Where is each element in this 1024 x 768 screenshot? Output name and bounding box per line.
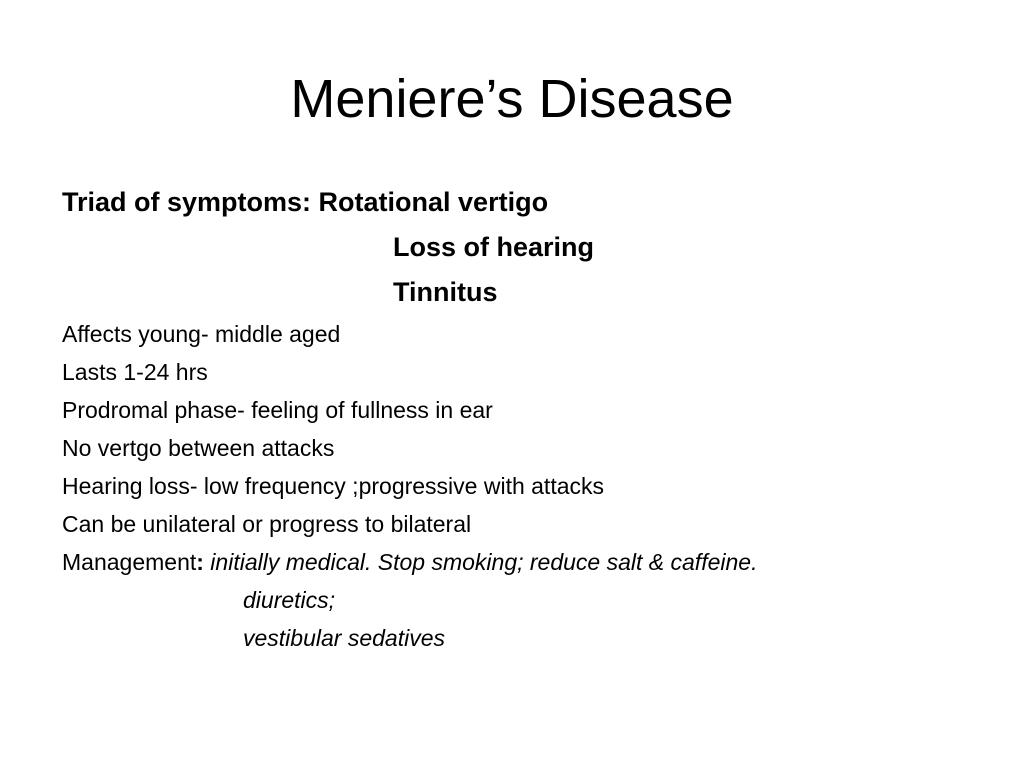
triad-symptom-vertigo: Rotational vertigo xyxy=(318,187,549,217)
triad-symptom-tinnitus: Tinnitus xyxy=(393,277,498,307)
management-label: Management xyxy=(62,549,197,575)
management-diuretics: diuretics; xyxy=(243,587,336,613)
point-hearing-loss: Hearing loss- low frequency ;progressive with attacks xyxy=(62,473,605,499)
management-colon: : xyxy=(196,549,204,575)
triad-line-1 xyxy=(62,180,982,225)
management-initial: initially medical. Stop smoking; reduce salt & caffeine. xyxy=(203,549,758,575)
point-prodromal: Prodromal phase- feeling of fullness in ear xyxy=(62,397,493,423)
point-laterality: Can be unilateral or progress to bilateral xyxy=(62,511,472,537)
slide-content xyxy=(62,180,982,657)
triad-label: Triad of symptoms: xyxy=(62,187,319,217)
management-line-1 xyxy=(62,543,982,581)
triad-symptom-hearing-loss: Loss of hearing xyxy=(393,232,595,262)
point-duration: Lasts 1-24 hrs xyxy=(62,359,208,385)
point-between-attacks: No vertgo between attacks xyxy=(62,435,335,461)
point-affects: Affects young- middle aged xyxy=(62,321,341,347)
management-sedatives: vestibular sedatives xyxy=(243,625,445,651)
slide-title: Meniere’s Disease xyxy=(290,69,734,129)
